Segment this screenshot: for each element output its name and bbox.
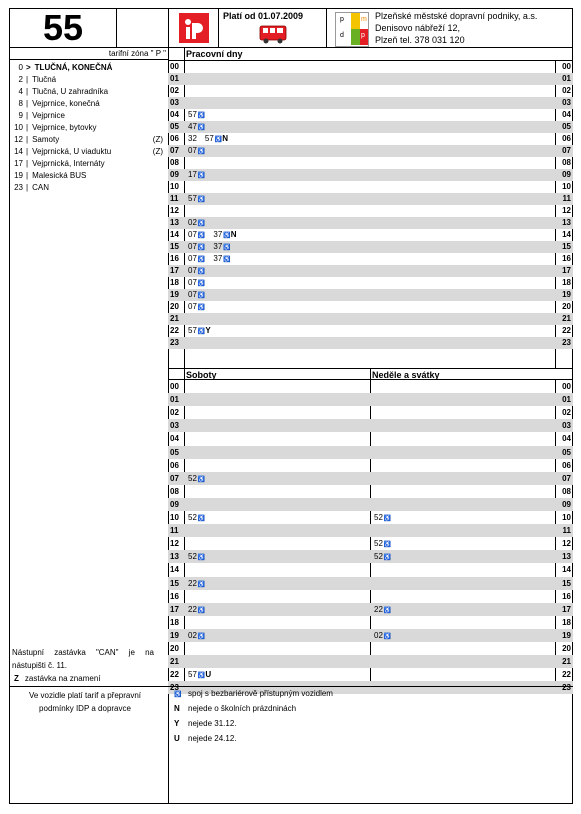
stop-name: Tlučná xyxy=(32,75,57,84)
hour-label: 17 xyxy=(170,604,179,614)
hour-row xyxy=(168,193,573,205)
hour-label: 14 xyxy=(170,230,179,239)
hour-label-right: 12 xyxy=(562,206,571,215)
hour-label-right: 07 xyxy=(562,146,571,155)
hour-label-right: 07 xyxy=(562,473,571,483)
hour-label: 09 xyxy=(170,499,179,509)
weekend-hour-row xyxy=(168,590,573,603)
hour-label-right: 00 xyxy=(562,62,571,71)
stop-row xyxy=(9,182,163,194)
hour-label-right: 14 xyxy=(562,230,571,239)
wheelchair-icon: ♿ xyxy=(197,149,206,155)
hour-label: 20 xyxy=(170,302,179,311)
hour-label: 12 xyxy=(170,206,179,215)
hour-label-right: 19 xyxy=(562,630,571,640)
hour-label: 04 xyxy=(170,110,179,119)
departure-minute: 07 xyxy=(188,146,197,155)
weekend-hour-row xyxy=(168,485,573,498)
stop-time: 4 xyxy=(18,87,23,96)
departure-minute: 57 xyxy=(188,670,197,680)
hour-label: 10 xyxy=(170,182,179,191)
stop-row xyxy=(9,158,163,170)
legend-item xyxy=(174,703,296,715)
hour-label-right: 05 xyxy=(562,447,571,457)
weekend-hour-row xyxy=(168,459,573,472)
weekend-hour-row xyxy=(168,380,573,393)
current-stop-marker: > xyxy=(26,63,31,72)
hour-row xyxy=(168,157,573,169)
stop-time: 8 xyxy=(18,99,23,108)
weekend-hour-row xyxy=(168,446,573,459)
weekend-hour-row xyxy=(168,393,573,406)
departure-minute: 47 xyxy=(188,122,197,131)
hour-label: 04 xyxy=(170,434,179,444)
transfer-note: Nástupní zastávka "CAN" je na nástupišti č. 11. xyxy=(12,648,154,670)
hour-label-right: 04 xyxy=(562,434,571,444)
hour-label-right: 08 xyxy=(562,486,571,496)
hour-label: 11 xyxy=(170,194,179,203)
hour-label: 18 xyxy=(170,617,179,627)
stop-row xyxy=(9,74,163,86)
wheelchair-icon: ♿ xyxy=(197,329,206,335)
hour-label-right: 04 xyxy=(562,110,571,119)
hour-label-right: 16 xyxy=(562,591,571,601)
hour-row xyxy=(168,85,573,97)
stop-time: 23 xyxy=(14,183,23,192)
hour-label: 22 xyxy=(170,670,179,680)
hour-label: 19 xyxy=(170,630,179,640)
departure-minute: 17 xyxy=(188,170,197,179)
stop-row xyxy=(9,86,163,98)
hour-label-right: 02 xyxy=(562,86,571,95)
stop-row xyxy=(9,146,163,158)
weekend-hour-row xyxy=(168,511,573,524)
hour-label-right: 20 xyxy=(562,302,571,311)
hour-label: 23 xyxy=(170,683,179,693)
stop-time: 19 xyxy=(14,171,23,180)
departure-minute: 52 xyxy=(188,513,197,522)
weekend-hour-row xyxy=(168,432,573,445)
stop-name: Samoty xyxy=(32,135,60,144)
line-number-box xyxy=(9,8,117,48)
hour-label-right: 23 xyxy=(562,683,571,693)
stop-time: 10 xyxy=(14,123,23,132)
stop-separator: | xyxy=(26,111,29,120)
departure-minute: 32 xyxy=(188,134,197,143)
wheelchair-icon: ♿ xyxy=(223,257,231,263)
operator-name: Plzeňské městské dopravní podniky, a.s. xyxy=(375,11,538,21)
hour-label-right: 22 xyxy=(562,670,571,680)
departure-minute: 07 xyxy=(188,290,197,299)
hour-label: 21 xyxy=(170,314,179,323)
hour-row xyxy=(168,97,573,109)
departure-minute: 07 xyxy=(188,302,197,311)
hour-label-right: 22 xyxy=(562,326,571,335)
hour-label-right: 10 xyxy=(562,513,571,522)
wheelchair-icon: ♿ xyxy=(197,516,206,522)
departure-minute: 57 xyxy=(188,110,197,119)
departure-minute: 07 xyxy=(188,254,197,263)
hour-label: 00 xyxy=(170,62,179,71)
wheelchair-icon: ♿ xyxy=(383,607,392,614)
departure-minute: 22 xyxy=(374,604,383,614)
departure-minute: 57 xyxy=(204,134,214,143)
weekend-hour-row xyxy=(168,616,573,629)
hour-label: 03 xyxy=(170,98,179,107)
hour-label: 05 xyxy=(170,447,179,457)
hour-row xyxy=(168,169,573,181)
legend-key: ♿ xyxy=(174,692,182,698)
departure-minute: 37 xyxy=(213,242,223,251)
departure-minute: 52 xyxy=(374,539,383,549)
weekend-hour-row xyxy=(168,406,573,419)
hour-row xyxy=(168,181,573,193)
hour-row xyxy=(168,337,573,349)
saturday-title: Soboty xyxy=(186,370,217,380)
stop-separator: | xyxy=(26,171,29,180)
departure-minute: 52 xyxy=(188,552,197,562)
wheelchair-icon: ♿ xyxy=(197,221,206,227)
stop-name: Vejprnice, bytovky xyxy=(32,123,97,132)
hour-label: 10 xyxy=(170,513,179,522)
hour-label: 12 xyxy=(170,539,179,549)
hour-label-right: 16 xyxy=(562,254,571,263)
hour-label: 21 xyxy=(170,657,179,667)
logo-box xyxy=(168,8,219,48)
stop-row xyxy=(9,110,163,122)
hour-row xyxy=(168,217,573,229)
hour-label-right: 00 xyxy=(562,382,571,391)
request-stop-mark: (Z) xyxy=(152,147,163,156)
hour-label-right: 02 xyxy=(562,408,571,418)
departure-minute: 37 xyxy=(213,254,223,263)
weekday-title: Pracovní dny xyxy=(186,49,243,59)
departure-minute: 52 xyxy=(374,513,383,522)
hour-label-right: 09 xyxy=(562,499,571,509)
line-number: 55 xyxy=(42,7,84,48)
pmdp-logo-icon xyxy=(335,12,369,47)
hour-label-right: 17 xyxy=(562,266,571,275)
departure-minute: 07 xyxy=(188,278,197,287)
departure-note: N xyxy=(230,230,237,239)
departure-minute: 57 xyxy=(188,194,197,203)
stop-separator: | xyxy=(26,99,29,108)
hour-row xyxy=(168,313,573,325)
departure-minute: 07 xyxy=(188,266,197,275)
hour-row xyxy=(168,73,573,85)
departure-note: Y xyxy=(205,326,211,335)
legend-key: Y xyxy=(174,719,180,728)
hour-label: 07 xyxy=(170,473,179,483)
request-stop-legend xyxy=(14,674,101,683)
wheelchair-icon: ♿ xyxy=(197,673,206,680)
hour-label: 06 xyxy=(170,460,179,470)
stop-separator: | xyxy=(26,147,29,156)
stop-separator: | xyxy=(26,135,29,144)
wheelchair-icon: ♿ xyxy=(383,516,392,522)
hour-label-right: 09 xyxy=(562,170,571,179)
hour-row xyxy=(168,145,573,157)
departure-minute: 22 xyxy=(188,578,197,588)
hour-label: 23 xyxy=(170,338,179,347)
departure-minute: 52 xyxy=(188,473,197,483)
stop-time: 9 xyxy=(18,111,23,120)
weekend-hour-row xyxy=(168,577,573,590)
departure-minute: 22 xyxy=(188,604,197,614)
hour-label-right: 03 xyxy=(562,98,571,107)
bus-icon xyxy=(259,25,287,45)
hour-label-right: 03 xyxy=(562,421,571,431)
hour-label-right: 15 xyxy=(562,578,571,588)
hour-label: 20 xyxy=(170,644,179,653)
legend-item xyxy=(174,733,237,745)
hour-label: 08 xyxy=(170,158,179,167)
hour-label-right: 06 xyxy=(562,460,571,470)
hour-label: 00 xyxy=(170,382,179,391)
legend-top-rule xyxy=(168,686,573,687)
stop-separator: | xyxy=(26,183,29,192)
legend-item xyxy=(174,688,333,701)
stop-row xyxy=(9,134,163,146)
hour-label-right: 11 xyxy=(562,194,571,203)
weekend-hour-row xyxy=(168,537,573,550)
stop-separator: | xyxy=(26,123,29,132)
stop-separator: | xyxy=(26,159,29,168)
left-footer-rule xyxy=(9,686,169,687)
wheelchair-icon: ♿ xyxy=(383,555,392,562)
stop-time: 2 xyxy=(18,75,23,84)
hour-label: 13 xyxy=(170,218,179,227)
wheelchair-icon: ♿ xyxy=(214,137,223,143)
weekend-hour-row xyxy=(168,419,573,432)
wheelchair-icon: ♿ xyxy=(197,245,206,251)
departure-note: N xyxy=(222,134,229,143)
tariff-note: Ve vozidle platí tarif a přepravní podmínky IDP a dopravce xyxy=(28,691,142,713)
weekend-hour-row xyxy=(168,524,573,537)
legend-key: U xyxy=(174,734,180,743)
stop-name: Vejprnice, konečná xyxy=(32,99,100,108)
wheelchair-icon: ♿ xyxy=(197,555,206,562)
stop-name: Vejprnická, Internáty xyxy=(32,159,105,168)
hour-label-right: 14 xyxy=(562,565,571,575)
pmdp-letter-m: m xyxy=(361,16,367,23)
hour-label: 08 xyxy=(170,486,179,496)
wheelchair-icon: ♿ xyxy=(197,581,206,588)
hour-row xyxy=(168,205,573,217)
hour-label: 15 xyxy=(170,242,179,251)
hour-label-right: 10 xyxy=(562,182,571,191)
stop-name: Vejprnická, U viaduktu xyxy=(32,147,112,156)
hour-row xyxy=(168,253,573,265)
stop-separator: | xyxy=(26,87,29,96)
hour-label: 19 xyxy=(170,290,179,299)
stop-time: 14 xyxy=(14,147,23,156)
hour-label-right: 17 xyxy=(562,604,571,614)
hour-row xyxy=(168,301,573,313)
hour-label-right: 01 xyxy=(562,74,571,83)
departure-minute: 07 xyxy=(188,242,197,251)
hour-label: 01 xyxy=(170,74,179,83)
valid-from: Platí od 01.07.2009 xyxy=(223,11,304,21)
stop-row xyxy=(9,122,163,134)
stop-name: Vejprnice xyxy=(32,111,65,120)
hour-row xyxy=(168,265,573,277)
hour-label-right: 01 xyxy=(562,395,571,405)
hour-row xyxy=(168,109,573,121)
hour-label: 16 xyxy=(170,591,179,601)
wheelchair-icon: ♿ xyxy=(197,173,206,179)
weekend-hour-row xyxy=(168,603,573,616)
tariff-zone-rule xyxy=(9,59,169,60)
stop-time: 17 xyxy=(14,159,23,168)
departure-minute: 02 xyxy=(188,630,197,640)
hour-label-right: 06 xyxy=(562,134,571,143)
hour-label-right: 19 xyxy=(562,290,571,299)
weekend-hour-row xyxy=(168,668,573,681)
hour-label-right: 05 xyxy=(562,122,571,131)
weekend-hour-row xyxy=(168,472,573,485)
departure-minute: 02 xyxy=(188,218,197,227)
hour-label: 01 xyxy=(170,395,179,405)
hour-label-right: 08 xyxy=(562,158,571,167)
hour-label-right: 11 xyxy=(562,526,571,536)
stop-row xyxy=(9,62,163,74)
operator-phone: Plzeň tel. 378 031 120 xyxy=(375,35,465,45)
hour-row xyxy=(168,277,573,289)
weekend-hour-row xyxy=(168,498,573,511)
weekday-departure xyxy=(188,133,197,145)
hour-label: 06 xyxy=(170,134,179,143)
hour-row xyxy=(168,229,573,241)
hour-label-right: 13 xyxy=(562,552,571,562)
stop-row xyxy=(9,170,163,182)
wheelchair-icon: ♿ xyxy=(223,233,231,239)
wheelchair-icon: ♿ xyxy=(197,607,206,614)
stop-row xyxy=(9,98,163,110)
hour-label: 02 xyxy=(170,408,179,418)
hour-label-right: 21 xyxy=(562,657,571,667)
weekend-hour-row xyxy=(168,655,573,668)
legend-key: N xyxy=(174,704,180,713)
idp-logo-icon xyxy=(179,13,209,43)
operator-box xyxy=(326,8,573,48)
departure-minute: 52 xyxy=(374,552,383,562)
wheelchair-icon: ♿ xyxy=(197,113,206,119)
hour-row xyxy=(168,289,573,301)
wheelchair-icon: ♿ xyxy=(197,125,206,131)
hour-label-right: 13 xyxy=(562,218,571,227)
hour-row xyxy=(168,121,573,133)
wheelchair-icon: ♿ xyxy=(197,633,206,640)
hour-label: 14 xyxy=(170,565,179,575)
operator-address: Denisovo nábřeží 12, xyxy=(375,23,461,33)
header-blank-box xyxy=(116,8,169,48)
hour-label: 09 xyxy=(170,170,179,179)
hour-row xyxy=(168,241,573,253)
tariff-zone: tarifní zóna " P " xyxy=(108,49,166,58)
legend-text: nejede o školních prázdninách xyxy=(188,704,297,713)
wheelchair-icon: ♿ xyxy=(223,245,231,251)
stop-time: 0 xyxy=(18,63,23,72)
hour-label-right: 18 xyxy=(562,617,571,627)
sunday-title: Neděle a svátky xyxy=(372,370,440,380)
departure-minute: 07 xyxy=(188,230,197,239)
wheelchair-icon: ♿ xyxy=(197,269,206,275)
wheelchair-icon: ♿ xyxy=(197,281,206,287)
hour-label: 15 xyxy=(170,578,179,588)
hour-row xyxy=(168,133,573,145)
legend-text: nejede 31.12. xyxy=(188,719,237,728)
hour-label: 07 xyxy=(170,146,179,155)
pmdp-letter-p2: p xyxy=(361,32,365,39)
wheelchair-icon: ♿ xyxy=(383,633,392,640)
hour-label-right: 20 xyxy=(562,644,571,653)
hour-label: 02 xyxy=(170,86,179,95)
request-stop-mark: (Z) xyxy=(152,135,163,144)
hour-row xyxy=(168,61,573,73)
hour-label: 03 xyxy=(170,421,179,431)
wheelchair-icon: ♿ xyxy=(197,197,206,203)
hour-label: 05 xyxy=(170,122,179,131)
weekend-hour-row xyxy=(168,642,573,655)
wheelchair-icon: ♿ xyxy=(197,233,206,239)
legend-item xyxy=(174,718,237,730)
hour-row xyxy=(168,325,573,337)
hour-label: 11 xyxy=(170,526,179,536)
request-stop-key: Z xyxy=(14,674,19,683)
hour-label-right: 23 xyxy=(562,338,571,347)
weekend-hour-row xyxy=(168,629,573,642)
hour-label: 18 xyxy=(170,278,179,287)
request-stop-text: zastávka na znamení xyxy=(24,674,101,683)
wheelchair-icon: ♿ xyxy=(383,542,392,549)
hour-label: 13 xyxy=(170,552,179,562)
valid-from-box xyxy=(218,8,327,48)
hour-label-right: 15 xyxy=(562,242,571,251)
departure-note: U xyxy=(205,670,212,680)
stop-name: Malesická BUS xyxy=(32,171,87,180)
legend-text: spoj s bezbariérově přístupným vozidlem xyxy=(188,689,333,698)
weekend-hour-row xyxy=(168,563,573,576)
hour-label: 17 xyxy=(170,266,179,275)
hour-label-right: 12 xyxy=(562,539,571,549)
hour-label-right: 21 xyxy=(562,314,571,323)
wheelchair-icon: ♿ xyxy=(197,293,206,299)
wheelchair-icon: ♿ xyxy=(197,476,206,483)
legend-text: nejede 24.12. xyxy=(188,734,237,743)
departure-minute: 57 xyxy=(188,326,197,335)
stop-separator: | xyxy=(26,75,29,84)
departure-minute: 02 xyxy=(374,630,383,640)
hour-label: 16 xyxy=(170,254,179,263)
stop-name: CAN xyxy=(32,183,49,192)
stop-name: TLUČNÁ, KONEČNÁ xyxy=(34,63,113,72)
hour-label-right: 18 xyxy=(562,278,571,287)
wheelchair-icon: ♿ xyxy=(197,305,206,311)
hour-label: 22 xyxy=(170,326,179,335)
weekend-hour-row xyxy=(168,550,573,563)
pmdp-letter-p: p xyxy=(340,16,344,23)
stop-name: Tlučná, U zahradníka xyxy=(32,87,109,96)
pmdp-letter-d: d xyxy=(340,32,344,39)
departure-minute: 37 xyxy=(213,230,223,239)
wheelchair-icon: ♿ xyxy=(197,257,206,263)
stop-time: 12 xyxy=(14,135,23,144)
